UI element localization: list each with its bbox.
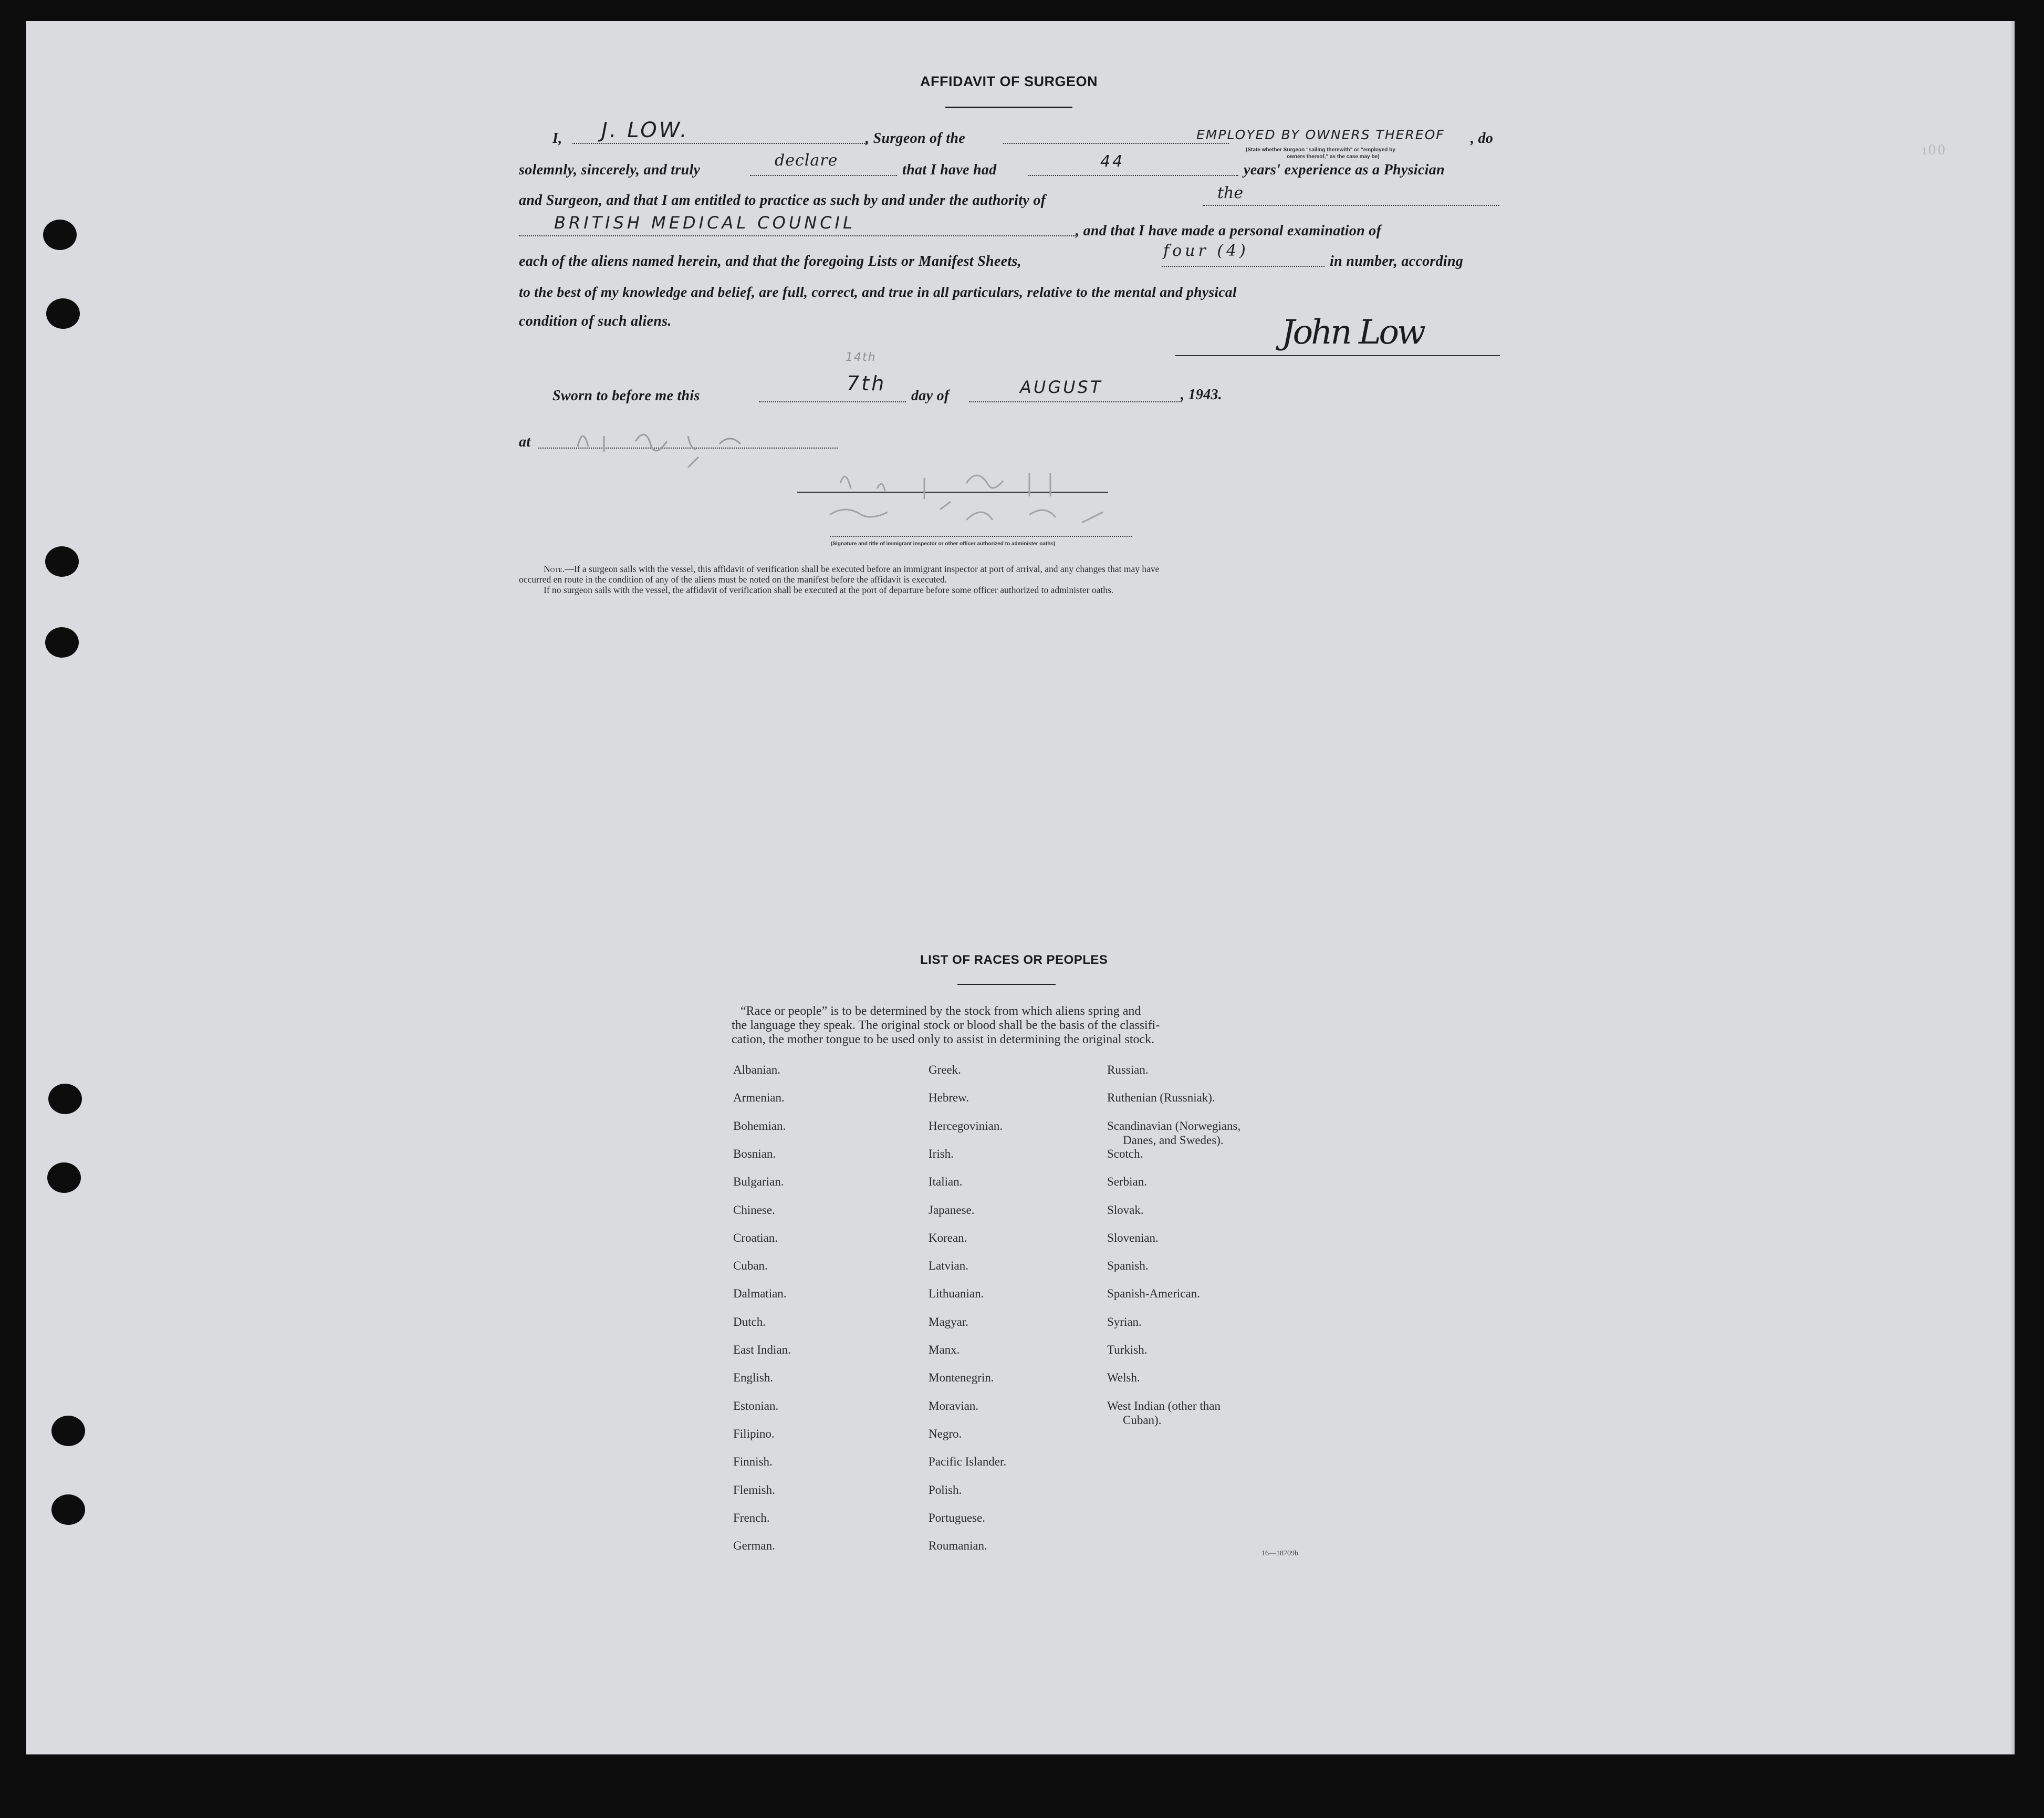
race-list-item: Chinese. [733, 1203, 775, 1217]
race-list-item: Bosnian. [733, 1147, 776, 1160]
race-list-item: Magyar. [929, 1315, 969, 1328]
race-list-item: West Indian (other than [1107, 1399, 1221, 1412]
officer-title-line [830, 536, 1132, 537]
race-list-item: Danes, and Swedes). [1123, 1133, 1224, 1147]
sworn-prefix: Sworn to before me this [552, 388, 700, 404]
authority-start: the [1217, 184, 1244, 202]
race-list-item: Hercegovinian. [929, 1119, 1003, 1133]
race-list-item: Dutch. [733, 1315, 766, 1328]
race-list-item: East Indian. [733, 1343, 791, 1356]
race-list-item: English. [733, 1371, 774, 1385]
day-field-line [759, 401, 906, 402]
race-list-item: Slovenian. [1107, 1231, 1159, 1244]
page-edge-mark: ı00 [1922, 142, 1947, 158]
races-title-underline [957, 984, 1056, 985]
years-experience: 44 [1100, 152, 1125, 171]
authority-field-line-1 [1203, 205, 1499, 206]
binder-hole [48, 1084, 82, 1114]
binder-hole [43, 220, 77, 250]
month-field-line [969, 401, 1182, 402]
surgeon-name: J. LOW. [601, 118, 689, 142]
race-list-item: Welsh. [1107, 1371, 1140, 1385]
race-list-item: Slovak. [1107, 1203, 1144, 1217]
employment-status: EMPLOYED BY OWNERS THEREOF [1196, 127, 1445, 142]
surgeon-signature-line [1175, 355, 1500, 356]
affidavit-note [544, 564, 1159, 574]
race-list-item: Montenegrin. [929, 1371, 994, 1385]
name-field-line [572, 143, 867, 144]
race-list-item: French. [733, 1511, 770, 1524]
officer-faded-signature [809, 457, 1176, 546]
race-list-item: Polish. [929, 1483, 962, 1497]
race-list-item: Greek. [929, 1063, 961, 1076]
binder-hole [51, 1494, 85, 1525]
race-list-item: Irish. [929, 1147, 954, 1160]
note-line-3: If no surgeon sails with the vessel, the affidavit of verification shall be executed at the port of departure before some officer authorized to administer oaths. [544, 585, 1114, 595]
race-list-item: Serbian. [1107, 1175, 1148, 1189]
authority-field-line-2 [519, 235, 1076, 236]
manifest-sheet-count: four (4) [1163, 242, 1249, 260]
race-list-item: German. [733, 1539, 775, 1553]
at-label: at [519, 434, 531, 450]
race-list-item: Lithuanian. [929, 1287, 984, 1301]
race-list-item: Croatian. [733, 1231, 778, 1244]
place-faded-handwriting [572, 420, 793, 468]
count-field-line [1162, 266, 1325, 267]
race-list-item: Flemish. [733, 1483, 775, 1497]
race-list-item: Cuban). [1123, 1413, 1162, 1427]
sworn-mid: day of [911, 388, 950, 404]
document-sheet [26, 21, 2015, 1754]
employment-hint-2: owners thereof," as the case may be) [1287, 154, 1380, 160]
years-field-line [1028, 175, 1238, 176]
race-list-item: Bohemian. [733, 1119, 786, 1133]
races-intro-1: “Race or people” is to be determined by the stock from which aliens spring and [741, 1004, 1141, 1018]
line6-text: to the best of my knowledge and belief, are full, correct, and true in all particulars, relative to the mental and physical [519, 284, 1237, 300]
race-list-item: Spanish. [1107, 1259, 1149, 1273]
race-list-item: Estonian. [733, 1399, 779, 1412]
race-list-item: Ruthenian (Russniak). [1107, 1091, 1215, 1105]
binder-hole [47, 1162, 81, 1193]
race-list-item: Filipino. [733, 1427, 775, 1440]
race-list-item: Italian. [929, 1175, 963, 1189]
note-line-2: occurred en route in the condition of any of the aliens must be noted on the manifest before the affidavit is executed. [519, 574, 947, 585]
race-list-item: Moravian. [929, 1399, 979, 1412]
employment-hint-1: (State whether Surgeon "sailing therewith" or "employed by [1246, 147, 1395, 153]
race-list-item: Hebrew. [929, 1091, 969, 1105]
races-intro-3: cation, the mother tongue to be used only to assist in determining the original stock. [732, 1033, 1155, 1046]
races-title: LIST OF RACES OR PEOPLES [920, 953, 1108, 967]
sworn-day-correction: 14th [846, 351, 877, 364]
line2-suffix: years' experience as a Physician [1244, 162, 1445, 178]
race-list-item: Finnish. [733, 1455, 773, 1469]
binder-hole [45, 627, 79, 658]
race-list-item: Turkish. [1107, 1343, 1148, 1356]
line2-mid: that I have had [902, 162, 997, 178]
race-list-item: Korean. [929, 1231, 967, 1244]
line5-suffix: in number, according [1330, 253, 1464, 269]
form-number: 16—18709b [1261, 1550, 1298, 1557]
binder-hole [45, 546, 79, 577]
race-list-item: Roumanian. [929, 1539, 987, 1553]
line4-suffix: , and that I have made a personal examination of [1076, 223, 1382, 239]
employment-field-line [1003, 143, 1229, 144]
line3-text: and Surgeon, and that I am entitled to practice as such by and under the authority of [519, 192, 1046, 209]
verb-field-line [750, 175, 897, 176]
officer-caption: (Signature and title of immigrant inspector or other officer authorized to administer oaths) [831, 541, 1056, 547]
race-list-item: Syrian. [1107, 1315, 1142, 1328]
line7-text: condition of such aliens. [519, 313, 672, 329]
races-intro-2: the language they speak. The original stock or blood shall be the basis of the classifi- [732, 1019, 1160, 1032]
binder-hole [51, 1416, 85, 1446]
declaration-verb: declare [775, 151, 838, 170]
race-list-item: Scandinavian (Norwegians, [1107, 1119, 1241, 1133]
line2-prefix: solemnly, sincerely, and truly [519, 162, 701, 178]
note-line-1: If a surgeon sails with the vessel, this affidavit of verification shall be executed before an immigrant inspector at port of arrival, and any changes that may have [573, 564, 1160, 574]
line1-suffix: , do [1471, 130, 1494, 147]
race-list-item: Negro. [929, 1427, 962, 1440]
note-lead: Note.— [544, 564, 574, 574]
race-list-item: Cuban. [733, 1259, 768, 1273]
line1-mid: , Surgeon of the [865, 130, 965, 147]
race-list-item: Russian. [1107, 1063, 1149, 1076]
race-list-item: Japanese. [929, 1203, 975, 1217]
sworn-month: AUGUST [1020, 377, 1103, 397]
race-list-item: Dalmatian. [733, 1287, 787, 1301]
race-list-item: Armenian. [733, 1091, 785, 1105]
affidavit-title: AFFIDAVIT OF SURGEON [920, 74, 1098, 89]
licensing-authority: BRITISH MEDICAL COUNCIL [554, 213, 856, 233]
race-list-item: Manx. [929, 1343, 960, 1356]
sworn-year: , 1943. [1181, 387, 1223, 403]
race-list-item: Scotch. [1107, 1147, 1143, 1160]
title-underline [945, 107, 1072, 108]
race-list-item: Pacific Islander. [929, 1455, 1007, 1469]
line5-prefix: each of the aliens named herein, and that the foregoing Lists or Manifest Sheets, [519, 253, 1021, 269]
sworn-day: 7th [847, 372, 887, 395]
race-list-item: Latvian. [929, 1259, 968, 1273]
race-list-item: Bulgarian. [733, 1175, 784, 1189]
race-list-item: Portuguese. [929, 1511, 985, 1524]
line1-prefix: I, [552, 130, 562, 147]
race-list-item: Spanish-American. [1107, 1287, 1200, 1301]
surgeon-signature: John Low [1281, 313, 1424, 352]
race-list-item: Albanian. [733, 1063, 781, 1076]
binder-hole [46, 298, 80, 329]
